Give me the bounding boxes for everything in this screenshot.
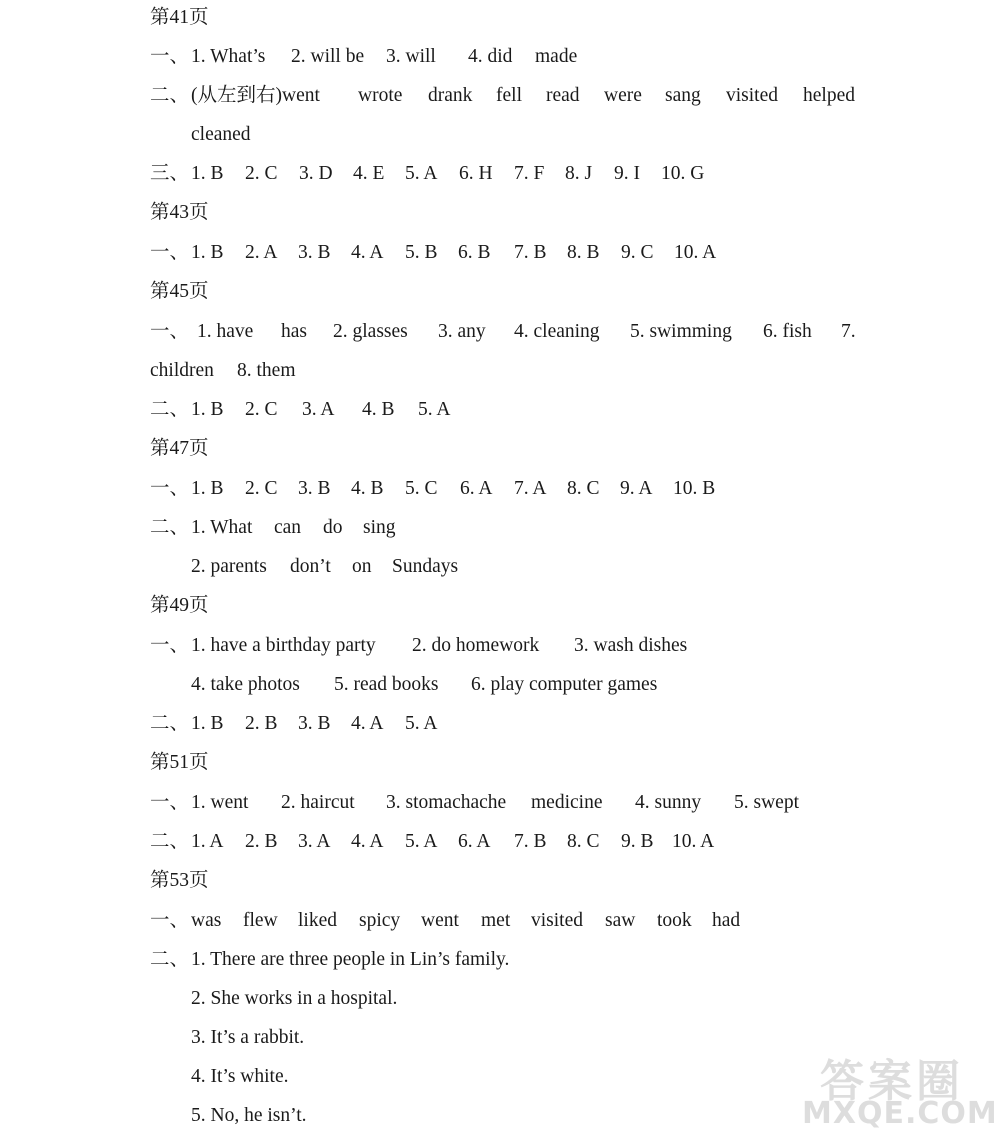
answer-text: visited (726, 85, 778, 106)
answer-text: 2. haircut (281, 792, 355, 813)
watermark-text-bottom: MXQE.COM (802, 1096, 998, 1131)
answer-line (150, 79, 855, 113)
answer-line (150, 157, 705, 191)
answer-text: 2. do homework (412, 635, 540, 656)
question-prefix: 三、 (150, 163, 190, 184)
answer-text: children (150, 360, 214, 381)
page-heading: 第47页 (150, 438, 209, 459)
answer-text: 3. B (298, 713, 331, 734)
answer-text: medicine (531, 792, 603, 813)
answer-text: 5. A (405, 831, 438, 852)
answer-text: went (421, 910, 459, 931)
answer-text: 3. A (302, 399, 335, 420)
question-prefix: 二、 (150, 949, 190, 970)
answer-text: 3. It’s a rabbit. (191, 1027, 305, 1048)
answer-line (150, 786, 799, 820)
question-prefix: 一、 (150, 478, 190, 499)
answer-text: (从左到右)went (191, 85, 320, 106)
answer-text: 8. J (565, 163, 593, 184)
answer-text: 9. I (614, 163, 640, 184)
question-prefix: 一、 (150, 910, 190, 931)
answer-text: 1. B (191, 242, 224, 263)
answer-text: 7. B (514, 831, 547, 852)
answer-line (191, 1021, 304, 1055)
answer-text: 5. B (405, 242, 438, 263)
answer-text: 9. A (620, 478, 653, 499)
answer-text: 4. did (468, 46, 513, 67)
question-prefix: 二、 (150, 399, 190, 420)
answer-text: sang (665, 85, 701, 106)
answer-text: 6. A (460, 478, 493, 499)
question-prefix: 一、 (150, 635, 190, 656)
answer-text: had (712, 910, 741, 931)
question-prefix: 一、 (150, 242, 190, 263)
answer-text: 6. B (458, 242, 491, 263)
answer-text: 2. C (245, 399, 278, 420)
answer-text: 4. take photos (191, 674, 300, 695)
answer-text: 8. B (567, 242, 600, 263)
answer-text: 6. A (458, 831, 491, 852)
answer-text: 2. parents (191, 556, 267, 577)
answer-line (191, 550, 459, 584)
answer-text: 9. C (621, 242, 654, 263)
answer-line (150, 40, 578, 74)
answer-line (150, 315, 856, 349)
answer-text: 5. A (405, 163, 438, 184)
answer-text: 5. swept (734, 792, 799, 813)
answer-text: 10. A (674, 242, 717, 263)
answer-text: 1. went (191, 792, 249, 813)
answer-line (150, 354, 296, 388)
answer-text: 5. swimming (630, 321, 732, 342)
page-heading: 第53页 (150, 870, 209, 891)
question-prefix: 一、 (150, 321, 190, 342)
answer-text: 10. A (672, 831, 715, 852)
answer-text: 4. E (353, 163, 385, 184)
answer-line (191, 1060, 289, 1094)
answer-text: 10. G (661, 163, 705, 184)
answer-line (150, 707, 438, 741)
answer-text: 1. What (191, 517, 253, 538)
answer-line (150, 472, 716, 506)
answer-text: 4. A (351, 831, 384, 852)
question-prefix: 一、 (150, 792, 190, 813)
answer-line (150, 511, 396, 545)
answer-text: 2. She works in a hospital. (191, 988, 398, 1009)
page-heading: 第45页 (150, 281, 209, 302)
answer-text: 2. B (245, 713, 278, 734)
answer-text: 1. A (191, 831, 224, 852)
answer-text: 6. H (459, 163, 493, 184)
answer-text: 3. any (438, 321, 486, 342)
question-prefix: 二、 (150, 85, 190, 106)
answer-text: 7. B (514, 242, 547, 263)
answer-text: 4. B (351, 478, 384, 499)
answer-text: 5. A (405, 713, 438, 734)
question-prefix: 二、 (150, 713, 190, 734)
answer-text: 10. B (673, 478, 716, 499)
answer-text: 7. (841, 321, 856, 342)
answer-text: 7. A (514, 478, 547, 499)
answer-text: 2. C (245, 478, 278, 499)
answer-text: 9. B (621, 831, 654, 852)
question-prefix: 二、 (150, 517, 190, 538)
answer-text: flew (243, 910, 278, 931)
answer-text: sing (363, 517, 396, 538)
answer-text: met (481, 910, 511, 931)
answer-text: read (546, 85, 580, 106)
answer-text: 3. stomachache (386, 792, 507, 813)
answer-text: 3. wash dishes (574, 635, 688, 656)
answer-text: Sundays (392, 556, 459, 577)
answer-text: 2. A (245, 242, 278, 263)
answer-line (150, 393, 451, 427)
answer-line (191, 118, 251, 152)
page-heading: 第49页 (150, 595, 209, 616)
answer-line (150, 943, 510, 977)
answer-text: 1. B (191, 399, 224, 420)
page-heading: 第43页 (150, 202, 209, 223)
answer-text: 5. C (405, 478, 438, 499)
answer-text: do (323, 517, 343, 538)
answer-line (191, 1099, 307, 1133)
question-prefix: 一、 (150, 46, 190, 67)
answer-line (150, 629, 688, 663)
answer-text: 4. B (362, 399, 395, 420)
answer-line (150, 904, 741, 938)
answer-text: 5. read books (334, 674, 439, 695)
answer-text: 5. A (418, 399, 451, 420)
answer-text: has (281, 321, 307, 342)
answer-text: 3. will (386, 46, 436, 67)
answer-text: were (604, 85, 642, 106)
answer-text: don’t (290, 556, 331, 577)
question-prefix: 二、 (150, 831, 190, 852)
answer-text: 1. What’s (191, 46, 266, 67)
page-heading: 第41页 (150, 7, 209, 28)
answer-text: 1. B (191, 713, 224, 734)
answer-text: 1. B (191, 478, 224, 499)
answer-text: 3. B (298, 478, 331, 499)
answer-text: 8. C (567, 478, 600, 499)
answer-text: was (191, 910, 222, 931)
answer-text: 5. No, he isn’t. (191, 1105, 307, 1126)
answer-line (150, 825, 715, 859)
answer-text: made (535, 46, 578, 67)
answer-text: drank (428, 85, 473, 106)
answer-text: 1. There are three people in Lin’s family. (191, 949, 510, 970)
answer-text: 6. fish (763, 321, 812, 342)
answer-text: saw (605, 910, 636, 931)
answer-text: 2. C (245, 163, 278, 184)
answer-text: wrote (358, 85, 403, 106)
answer-text: cleaned (191, 124, 251, 145)
answer-line (191, 982, 397, 1016)
answer-text: 2. glasses (333, 321, 408, 342)
answer-text: 8. them (237, 360, 296, 381)
answer-text: 1. have (197, 321, 254, 342)
answer-text: 1. have a birthday party (191, 635, 376, 656)
answer-text: visited (531, 910, 583, 931)
answer-text: 7. F (514, 163, 545, 184)
answer-text: took (657, 910, 692, 931)
watermark-logo (802, 1045, 998, 1131)
answer-text: 2. B (245, 831, 278, 852)
answer-text: 4. sunny (635, 792, 702, 813)
answer-line (150, 236, 717, 270)
page-heading: 第51页 (150, 752, 209, 773)
answer-text: 1. B (191, 163, 224, 184)
answer-text: liked (298, 910, 337, 931)
answer-line (191, 668, 658, 702)
answer-text: can (274, 517, 302, 538)
answer-text: spicy (359, 910, 401, 931)
watermark-text-top: 答案圈 (820, 1056, 964, 1107)
answer-text: 3. B (298, 242, 331, 263)
answer-text: helped (803, 85, 855, 106)
answer-text: 6. play computer games (471, 674, 658, 695)
answer-text: 8. C (567, 831, 600, 852)
answer-text: 4. It’s white. (191, 1066, 289, 1087)
answer-text: 3. D (299, 163, 333, 184)
answer-text: 2. will be (291, 46, 365, 67)
answer-text: 4. A (351, 713, 384, 734)
answer-text: 4. cleaning (514, 321, 600, 342)
answer-text: 4. A (351, 242, 384, 263)
answer-text: fell (496, 85, 522, 106)
answer-text: on (352, 556, 372, 577)
answer-text: 3. A (298, 831, 331, 852)
